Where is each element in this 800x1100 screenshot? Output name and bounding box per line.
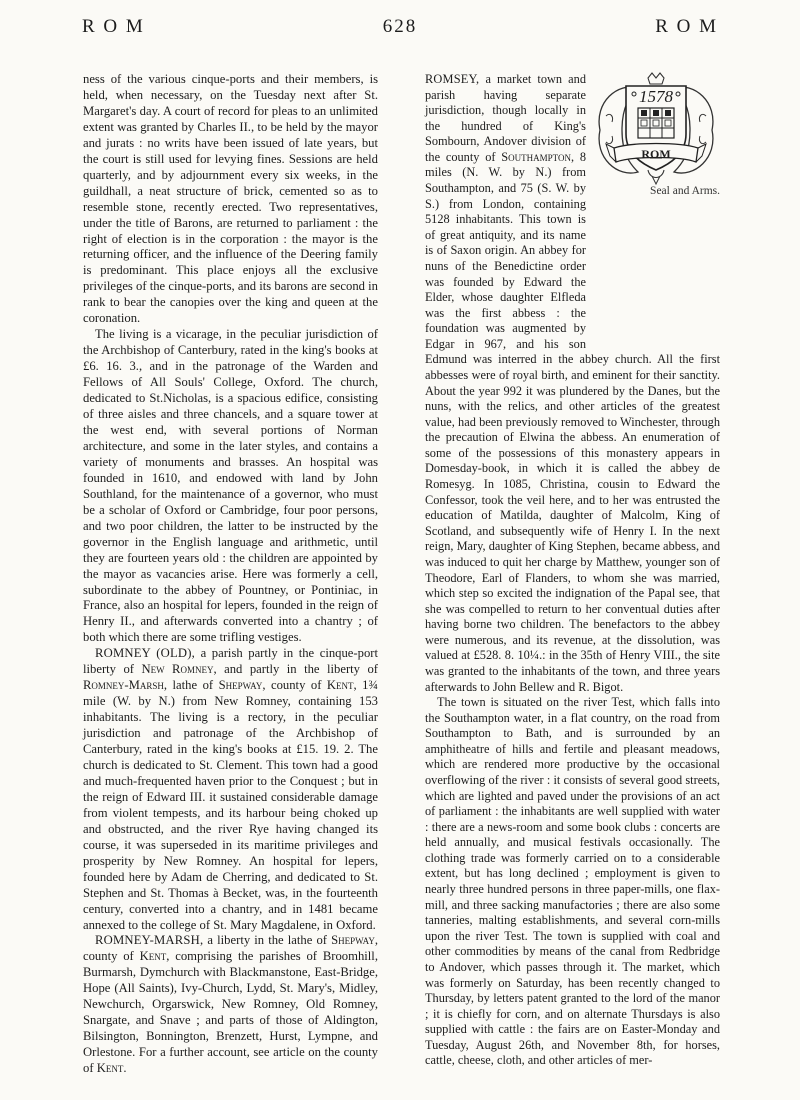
seal-and-arms-image bbox=[592, 72, 720, 188]
seal-caption: Seal and Arms. bbox=[650, 185, 720, 197]
seal-svg bbox=[592, 72, 720, 188]
seal-figure bbox=[592, 72, 720, 339]
romsey-paragraph-2: The town is situated on the river Test, which falls into the Southampton water, in a flat country, on the road from Southampton to Bath, and is surrounded by an amphitheatre of hills and fertile and pleasant meadows, which are rendered more productive by the occasional overflowing of the river : it consists of several good streets, which are lighted and paved under the provisions of an act of parliament : the inhabitants are well supplied with water : there are a news-room and some book clubs : concerts are held annually, and musical festivals occasionally. The clothing trade was formerly carried on to a considerable extent, but has long declined ; employment is given to nearly three hundred persons in three paper-mills, one flax-mill, and three sacking manufactories ; there are also some tanneries, malting establishments, and several corn-mills upon the river Test. The town is supplied with coal and other commodities by means of the canal from Redbridge to Andover, which passes through it. The market, which was formerly on Saturday, has been recently changed to Thursday, by letters patent granted to the lord of the manor ; it is chiefly for corn, and on alternate Thursdays is also supplied with cattle : the fairs are on Easter-Monday and Tuesday, August 26th, and November 8th, for horses, cattle, cheese, cloth, and other articles of mer- bbox=[425, 695, 720, 1068]
header-right: R O M bbox=[655, 16, 718, 37]
entry-heading: ROMNEY-MARSH, bbox=[95, 933, 204, 948]
entry-heading: ROMSEY, bbox=[425, 72, 480, 86]
right-column bbox=[425, 72, 720, 1069]
rye-paragraph-1: ness of the various cinque-ports and their members, is held, when necessary, on the Tuesday next after St. Margaret's day. A court of record for pleas to an unlimited extent was granted by Charles II., to be held by the mayor and jurats : no writs have been issued of late years, but the court is still used for levying fines. Sessions are held quarterly, and by adjournment every six weeks, in the guildhall, a neat structure of brick, cemented so as to resemble stone, recently erected. Two representatives, under the title of Barons, are returned to parliament : the right of election is in the corporation : the mayor is the returning officer, and the influence of the Deering family is predominant. This place enjoys all the exclusive privileges of the cinque-ports, and its barons are second in rank to bear the canopies over the king and queen at the coronation. bbox=[83, 72, 378, 326]
header-left: R O M bbox=[82, 16, 145, 37]
rye-paragraph-2: The living is a vicarage, in the peculiar jurisdiction of the Archbishop of Canterbury, rated in the king's books at £6. 16. 3., and in the patronage of the Warden and Fellows of All Souls' College, Oxford. The church, dedicated to St.Nicholas, is a spacious edifice, consisting of three aisles and three chancels, and a square tower at the west end, with several portions of Norman architecture, and some in the later styles, and contains a variety of monuments and brasses. An hospital was founded in 1610, and endowed with land by John Southland, for the maintenance of a governor, who must be a scholar of Oxford or Cambridge, four poor persons, and two poor children, the latter to be instructed by the governor in the English language and arithmetic, until they are fourteen years old : the children are appointed by the mayor as vacancies arise. Here was formerly a cell, subordinate to the abbey of Pountney, or Pontiniac, in France, also an hospital for lepers, founded in the reign of Henry II., and afterwards converted into a chantry ; of both which there are some trifling vestiges. bbox=[83, 327, 378, 645]
entry-romney-old: ROMNEY (OLD), a parish partly in the cinque-port liberty of New Romney, and partly in the liberty of Romney-Marsh, lathe of Shepway, county of Kent, 1¾ mile (W. by N.) from New Romney, containing 153 inhabitants. The living is a rectory, in the peculiar jurisdiction and patronage of the Archbishop of Canterbury, rated in the king's books at £15. 19. 2. The church is dedicated to St. Clement. This town had a good and much-frequented haven prior to the Conquest ; but in the reign of Edward III. it sustained considerable damage from violent tempests, and its harbour being choked up and obstructed, and the river Rye having changed its course, it was superseded in its maritime privileges and prosperity by New Romney. An hospital for lepers, founded here by Adam de Cherring, and dedicated to St. Stephen and St. Thomas à Becket, was, in the fourteenth century, converted into a chantry, and in 1481 became annexed to the college of St. Mary Magdalene, in Oxford. bbox=[83, 646, 378, 932]
seal-year: 1578 bbox=[639, 87, 673, 106]
page-number: 628 bbox=[382, 16, 418, 37]
running-header bbox=[82, 16, 718, 46]
seal-motto: ROM bbox=[641, 147, 671, 161]
entry-romney-marsh: ROMNEY-MARSH, a liberty in the lathe of Shepway, county of Kent, comprising the parishes of Broomhill, Burmarsh, Dymchurch with Blackmanstone, East-Bridge, Hope (All Saints), Ivy-Church, Lydd, St. Mary's, Midley, Newchurch, Orgarswick, New Romney, Old Romney, Snargate, and Snave ; and parts of those of Aldington, Bilsington, Bonnington, Brenzett, Hurst, Lympne, and Orlestone. For a further account, see article on the county of Kent. bbox=[83, 933, 378, 1076]
left-column bbox=[83, 72, 378, 1077]
entry-romsey: ROMSEY, a market town and parish having separate jurisdiction, though locally in the hundred of King's Sombourn, Andover division of the county of Southampton, 8 miles (N. W. by N.) from Southampton, and 75 (S. W. by S.) from London, containing 5128 inhabitants. This town is of great antiquity, and its name is of Saxon origin. An abbey for nuns of the Benedictine order was founded by Edward the Elder, whose daughter Elfleda was the first abbess : the foundation was augmented by Edgar in 967, and his son Edmund was interred in the abbey church. All the first abbesses were of royal birth, and eminent for their sanctity. About the year 992 it was plundered by the Danes, but the nuns, with the relics, and other articles of the greatest value, had been previously removed to Winchester, through the precaution of Elwina the abbess. An enumeration of some of the possessions of this monastery appears in Domesday-book, in which it is called the abbey de Romesyg. In 1085, Christina, cousin to Edward the Confessor, took the veil here, and to her was entrusted the education of Matilda, daughter of Malcolm, King of Scotland, and subsequently wife of Henry I. In the next reign, Mary, daughter of King Stephen, became abbess, and was induced to quit her charge by Matthew, younger son of Theodore, Earl of Flanders, to whom she was married, which step so excited the indignation of the Papal see, that she was compelled to return to her conventual duties after having borne two children. The benefactors to the abbey were numerous, and its revenue, at the dissolution, was valued at £528. 8. 10¼.: in the 35th of Henry VIII., the site was granted to the inhabitants of the town, and three years afterwards to John Bellew and R. Bigot. bbox=[425, 72, 720, 694]
entry-heading: ROMNEY (OLD), bbox=[95, 646, 196, 661]
